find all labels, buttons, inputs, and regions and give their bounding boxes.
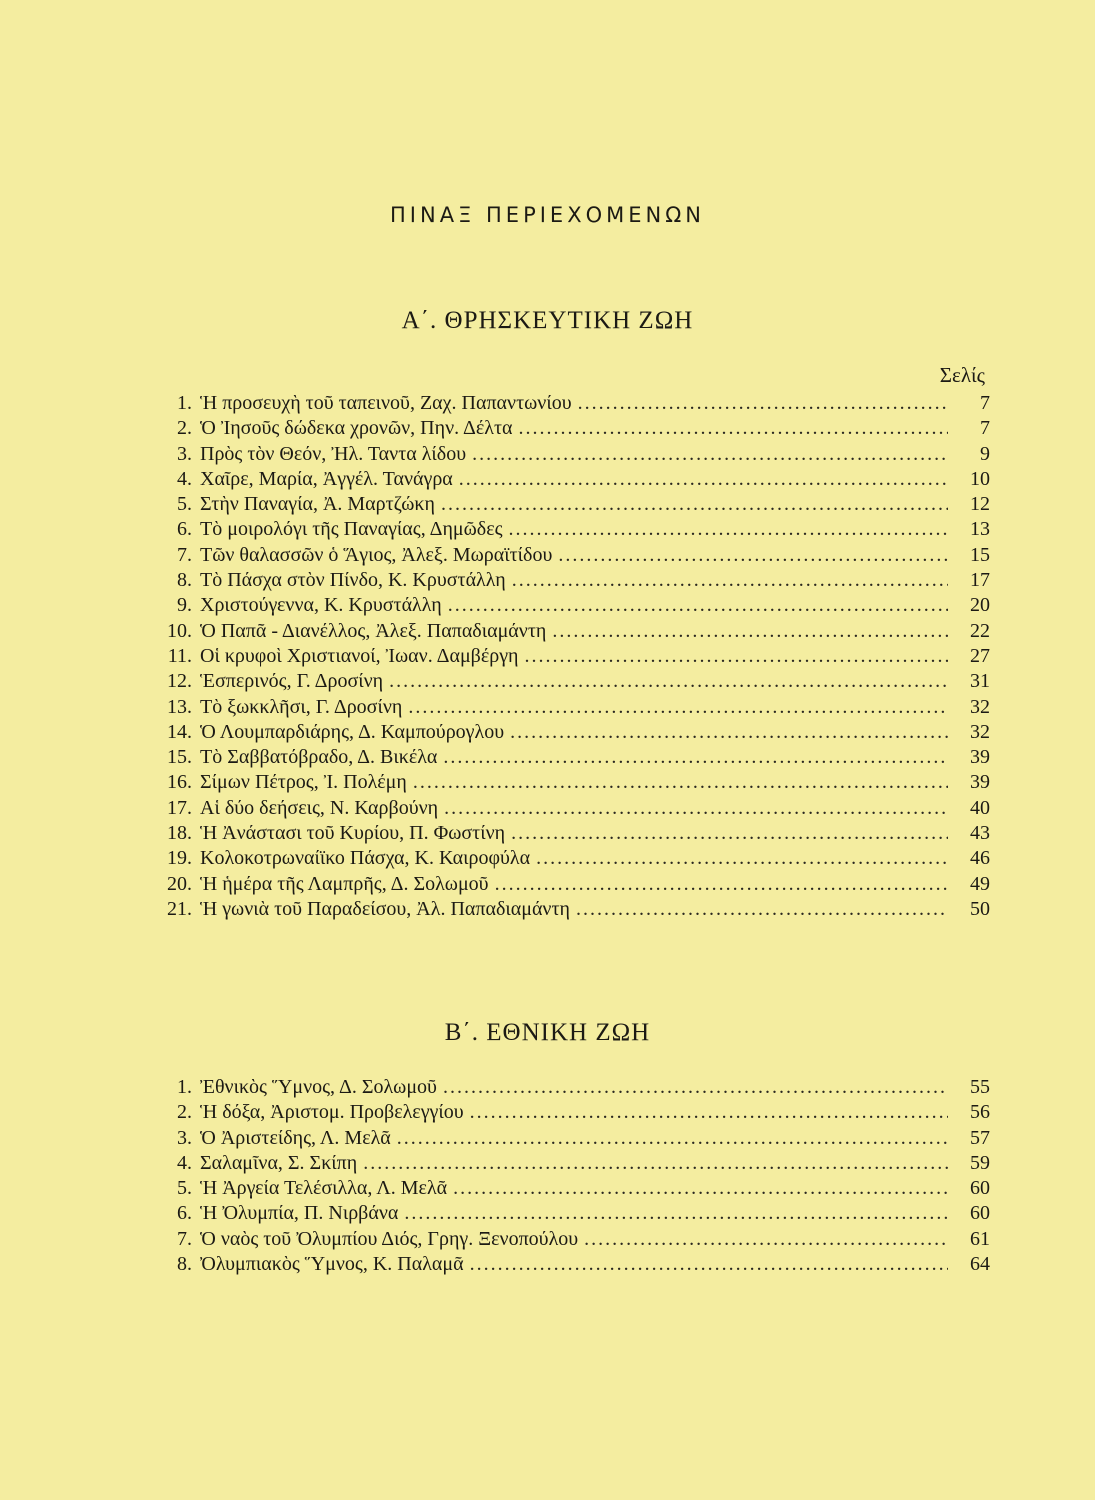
entry-title: Ὁ Ἀριστείδης, Λ. Μελᾶ — [200, 1126, 391, 1149]
toc-list-religious — [160, 392, 990, 923]
entry-number: 7. — [177, 1227, 192, 1250]
toc-entry — [160, 696, 990, 721]
entry-number: 14. — [167, 720, 192, 743]
dot-leader — [576, 898, 948, 921]
entry-page-number: 27 — [970, 644, 990, 667]
toc-entry — [160, 1177, 990, 1202]
entry-title: Στὴν Παναγία, Ἀ. Μαρτζώκη — [200, 493, 435, 516]
entry-page-number: 49 — [970, 872, 990, 895]
entry-title: Ἡ Ἀνάστασι τοῦ Κυρίου, Π. Φωστίνη — [200, 822, 506, 845]
entry-title: Ὁ Παπᾶ - Διανέλλος, Ἀλεξ. Παπαδιαμάντη — [200, 619, 547, 642]
entry-number: 18. — [167, 822, 192, 845]
entry-page-number: 56 — [970, 1101, 990, 1124]
entry-page-number: 32 — [970, 720, 990, 743]
entry-title: Τῶν θαλασσῶν ὁ Ἅγιος, Ἀλεξ. Μωραϊτίδου — [200, 543, 553, 566]
entry-number: 2. — [177, 417, 192, 440]
entry-page-number: 15 — [970, 543, 990, 566]
toc-entry — [160, 417, 990, 442]
entry-title: Τὸ Σαββατόβραδο, Δ. Βικέλα — [200, 746, 438, 769]
toc-entry — [160, 873, 990, 898]
entry-number: 17. — [167, 796, 192, 819]
entry-page-number: 60 — [970, 1202, 990, 1225]
entry-title: Τὸ μοιρολόγι τῆς Παναγίας, Δημῶδες — [200, 518, 503, 541]
entry-title: Σίμων Πέτρος, Ἰ. Πολέμη — [200, 771, 407, 794]
entry-title: Ὁ Ἰησοῦς δώδεκα χρονῶν, Πην. Δέλτα — [200, 417, 513, 440]
entry-number: 12. — [167, 670, 192, 693]
dot-leader — [472, 443, 948, 466]
dot-leader — [519, 417, 949, 440]
toc-entry — [160, 1127, 990, 1152]
dot-leader — [443, 1076, 948, 1099]
dot-leader — [512, 569, 948, 592]
entry-page-number: 7 — [980, 392, 990, 414]
dot-leader — [444, 797, 948, 820]
entry-title: Ἡ Ὀλυμπία, Π. Νιρβάνα — [200, 1202, 399, 1225]
entry-page-number: 57 — [970, 1126, 990, 1149]
entry-number: 2. — [177, 1101, 192, 1124]
entry-page-number: 20 — [970, 594, 990, 617]
entry-page-number: 32 — [970, 695, 990, 718]
toc-entry — [160, 1228, 990, 1253]
entry-number: 8. — [177, 1253, 192, 1276]
page-column-label: Σελίς — [939, 363, 985, 387]
entry-title: Ὁ ναὸς τοῦ Ὀλυμπίου Διός, Γρηγ. Ξενοπούλου — [200, 1227, 579, 1250]
toc-entry — [160, 569, 990, 594]
dot-leader — [459, 468, 948, 491]
entry-number: 6. — [177, 1202, 192, 1225]
entry-page-number: 55 — [970, 1076, 990, 1098]
dot-leader — [397, 1127, 948, 1150]
dot-leader — [443, 746, 948, 769]
toc-entry — [160, 898, 990, 923]
section-heading-national: Β΄. ΕΘΝΙΚΗ ΖΩΗ — [444, 1019, 651, 1046]
dot-leader — [495, 873, 948, 896]
toc-entry — [160, 594, 990, 619]
toc-entry — [160, 1253, 990, 1278]
toc-entry — [160, 746, 990, 771]
entry-number: 1. — [177, 392, 192, 414]
entry-number: 5. — [177, 1177, 192, 1200]
dot-leader — [470, 1253, 948, 1276]
entry-number: 3. — [177, 442, 192, 465]
entry-title: Ἡ ἡμέρα τῆς Λαμπρῆς, Δ. Σολωμοῦ — [200, 872, 489, 895]
toc-entry — [160, 1101, 990, 1126]
dot-leader — [448, 594, 948, 617]
entry-title: Ἡ προσευχὴ τοῦ ταπεινοῦ, Ζαχ. Παπαντωνίου — [200, 392, 572, 414]
entry-page-number: 60 — [970, 1177, 990, 1200]
entry-title: Τὸ ξωκκλῆσι, Γ. Δροσίνη — [200, 695, 403, 718]
dot-leader — [558, 544, 948, 567]
dot-leader — [470, 1101, 948, 1124]
page-title: ΠΙΝΑΞ ΠΕΡΙΕΧΟΜΕΝΩΝ — [390, 203, 705, 227]
entry-number: 6. — [177, 518, 192, 541]
toc-entry — [160, 1202, 990, 1227]
entry-title: Χαῖρε, Μαρία, Ἀγγέλ. Τανάγρα — [200, 467, 453, 490]
toc-entry — [160, 443, 990, 468]
toc-entry — [160, 1152, 990, 1177]
entry-number: 10. — [167, 619, 192, 642]
entry-title: Χριστούγεννα, Κ. Κρυστάλλη — [200, 594, 442, 617]
dot-leader — [511, 822, 948, 845]
dot-leader — [578, 392, 948, 415]
entry-number: 11. — [167, 644, 192, 667]
entry-title: Ὁ Λουμπαρδιάρης, Δ. Καμπούρογλου — [200, 720, 505, 743]
toc-entry — [160, 670, 990, 695]
entry-page-number: 17 — [970, 569, 990, 592]
entry-number: 3. — [177, 1126, 192, 1149]
toc-entry — [160, 771, 990, 796]
entry-title: Ἡ δόξα, Ἀριστομ. Προβελεγγίου — [200, 1101, 464, 1124]
entry-title: Ἑσπερινός, Γ. Δροσίνη — [200, 670, 384, 693]
dot-leader — [441, 493, 948, 516]
entry-title: Τὸ Πάσχα στὸν Πίνδο, Κ. Κρυστάλλη — [200, 569, 506, 592]
entry-title: Πρὸς τὸν Θεόν, Ἠλ. Ταντα λίδου — [200, 442, 467, 465]
entry-number: 16. — [167, 771, 192, 794]
entry-title: Ὀλυμπιακὸς Ὕμνος, Κ. Παλαμᾶ — [200, 1253, 464, 1276]
entry-title: Ἡ γωνιὰ τοῦ Παραδείσου, Ἀλ. Παπαδιαμάντη — [200, 897, 570, 920]
toc-entry — [160, 468, 990, 493]
entry-page-number: 39 — [970, 746, 990, 769]
entry-title: Ἡ Ἀργεία Τελέσιλλα, Λ. Μελᾶ — [200, 1177, 448, 1200]
toc-entry — [160, 620, 990, 645]
entry-page-number: 43 — [970, 822, 990, 845]
toc-entry — [160, 493, 990, 518]
entry-number: 9. — [177, 594, 192, 617]
toc-entry — [160, 721, 990, 746]
section-heading-religious: Α΄. ΘΡΗΣΚΕΥΤΙΚΗ ΖΩΗ — [401, 307, 694, 334]
toc-entry — [160, 645, 990, 670]
toc-entry — [160, 518, 990, 543]
toc-list-national — [160, 1076, 990, 1278]
entry-title: Ἐθνικὸς Ὕμνος, Δ. Σολωμοῦ — [200, 1076, 437, 1098]
entry-page-number: 13 — [970, 518, 990, 541]
entry-title: Αἱ δύο δεήσεις, Ν. Καρβούνη — [200, 796, 439, 819]
entry-number: 20. — [167, 872, 192, 895]
entry-page-number: 59 — [970, 1151, 990, 1174]
entry-number: 4. — [177, 1151, 192, 1174]
entry-page-number: 64 — [970, 1253, 990, 1276]
dot-leader — [408, 696, 948, 719]
entry-page-number: 50 — [970, 897, 990, 920]
entry-number: 5. — [177, 493, 192, 516]
entry-title: Σαλαμῖνα, Σ. Σκίπη — [200, 1151, 358, 1174]
entry-number: 4. — [177, 467, 192, 490]
dot-leader — [389, 670, 948, 693]
entry-page-number: 12 — [970, 493, 990, 516]
entry-number: 21. — [167, 897, 192, 920]
entry-page-number: 61 — [970, 1227, 990, 1250]
dot-leader — [584, 1228, 948, 1251]
entry-page-number: 46 — [970, 847, 990, 870]
entry-number: 19. — [167, 847, 192, 870]
entry-title: Οἱ κρυφοὶ Χριστιανοί, Ἰωαν. Δαμβέργη — [200, 644, 519, 667]
dot-leader — [404, 1202, 948, 1225]
entry-page-number: 39 — [970, 771, 990, 794]
entry-page-number: 10 — [970, 467, 990, 490]
dot-leader — [552, 620, 948, 643]
toc-entry — [160, 544, 990, 569]
dot-leader — [453, 1177, 948, 1200]
entry-number: 8. — [177, 569, 192, 592]
dot-leader — [510, 721, 948, 744]
dot-leader — [413, 771, 948, 794]
entry-number: 15. — [167, 746, 192, 769]
toc-entry — [160, 392, 990, 417]
entry-number: 1. — [177, 1076, 192, 1098]
entry-number: 13. — [167, 695, 192, 718]
entry-page-number: 7 — [980, 417, 990, 440]
dot-leader — [363, 1152, 948, 1175]
toc-entry — [160, 1076, 990, 1101]
entry-number: 7. — [177, 543, 192, 566]
entry-title: Κολοκοτρωναίϊκο Πάσχα, Κ. Καιροφύλα — [200, 847, 531, 870]
toc-entry — [160, 822, 990, 847]
entry-page-number: 40 — [970, 796, 990, 819]
dot-leader — [525, 645, 948, 668]
toc-entry — [160, 847, 990, 872]
toc-entry — [160, 797, 990, 822]
entry-page-number: 22 — [970, 619, 990, 642]
dot-leader — [536, 847, 948, 870]
entry-page-number: 31 — [970, 670, 990, 693]
entry-page-number: 9 — [980, 442, 990, 465]
dot-leader — [509, 518, 948, 541]
